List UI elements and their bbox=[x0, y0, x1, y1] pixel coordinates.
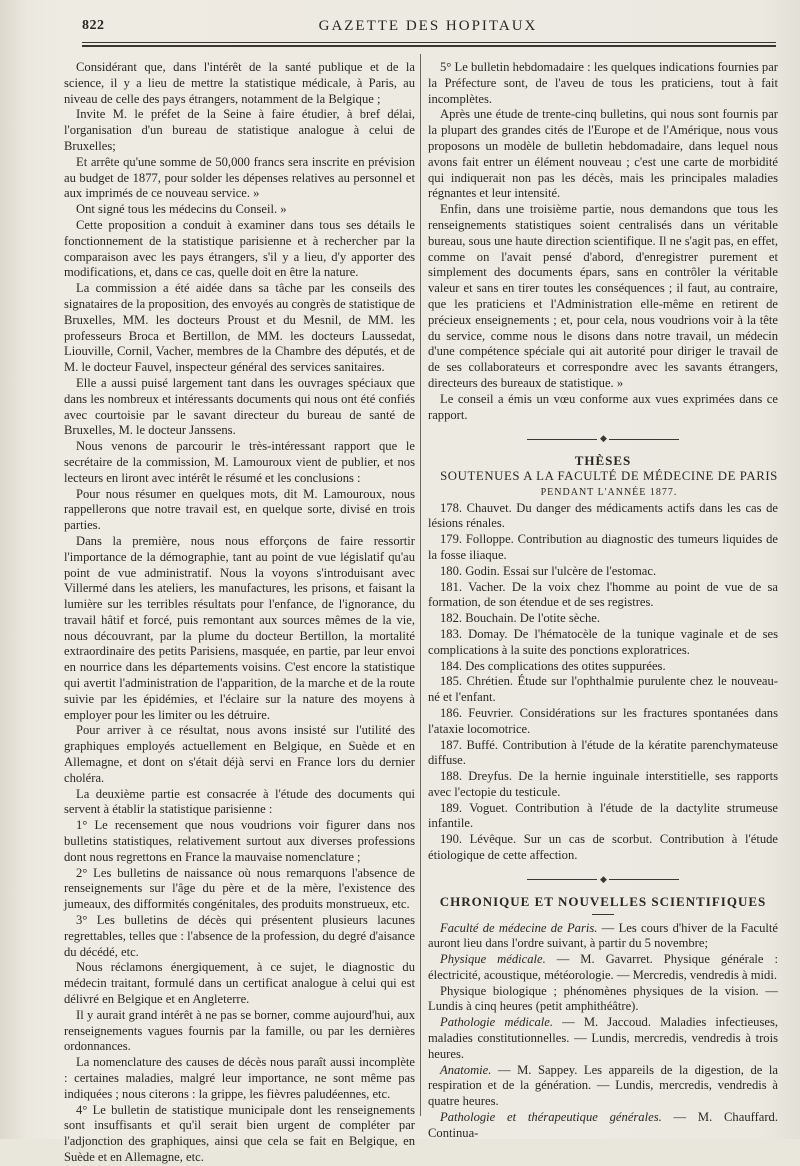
paragraph: 2° Les bulletins de naissance où nous remarquons l'absence de renseignements sur l'âge du père et de la mère, l'existence des jumeaux, des difformités congénitales, des produits monstrueux, etc. bbox=[64, 865, 415, 912]
thesis-item: 178. Chauvet. Du danger des médicaments actifs dans les cas de lésions rénales. bbox=[428, 500, 778, 531]
entry-text: — M. Gavarret. Physique générale : électricité, acoustique, météorologie. — Mercredis, vendredis à midi. bbox=[428, 952, 778, 982]
thesis-item: 186. Feuvrier. Considérations sur les fractures spontanées dans l'ataxie locomotrice. bbox=[428, 705, 778, 736]
entry-text: — Les cours d'hiver de la Faculté auront lieu dans l'ordre suivant, à partir du 5 novembre; bbox=[428, 920, 778, 951]
entry-lead: Physique médicale. bbox=[440, 952, 546, 967]
paragraph: Elle a aussi puisé largement tant dans les ouvrages spéciaux que dans les nombreux et intéressants documents qui nous ont été confiés avec courtoisie par le savant directeur du bureau de santé de Bruxelles, M. le docteur Janssens. bbox=[64, 375, 415, 438]
thesis-item: 183. Domay. De l'hématocèle de la tunique vaginale et de ses complications à la suite des ponctions exploratrices. bbox=[428, 626, 778, 657]
paragraph: Invite M. le préfet de la Seine à faire étudier, à bref délai, l'organisation d'un bureau de statistique analogue à celui de Bruxelles; bbox=[64, 107, 415, 153]
entry-text: — M. Sappey. Les appareils de la digestion, de la respiration et de la génération. — Lundis, mercredis, vendredis à quatre heures. bbox=[428, 1062, 778, 1109]
entry-lead: Anatomie. bbox=[440, 1062, 492, 1077]
entry-text: — M. Jaccoud. Maladies infectieuses, maladies constitutionnelles. — Lundis, mercredis, vendredis à trois heures. bbox=[428, 1015, 778, 1061]
thesis-item: 179. Folloppe. Contribution au diagnostic des tumeurs liquides de la fosse iliaque. bbox=[428, 532, 778, 562]
chronique-entry bbox=[428, 952, 778, 984]
paragraph: 5° Le bulletin hebdomadaire : les quelques indications fournies par la Préfecture sont, de l'aveu de tous les praticiens, tout à fait incomplètes. bbox=[428, 60, 778, 106]
paragraph: La deuxième partie est consacrée à l'étude des documents qui servent à établir la statistique parisienne : bbox=[64, 786, 415, 817]
paragraph: Le conseil a émis un vœu conforme aux vues exprimées dans ce rapport. bbox=[428, 391, 778, 422]
header-rule bbox=[82, 42, 776, 43]
chronique-entry bbox=[428, 921, 778, 953]
thesis-item: 180. Godin. Essai sur l'ulcère de l'estomac. bbox=[440, 563, 657, 578]
entry-lead: Faculté de médecine de Paris. bbox=[440, 920, 598, 935]
entry-lead: Pathologie médicale. bbox=[440, 1015, 553, 1030]
entry-text: — M. Chauffard. Continua- bbox=[428, 1110, 778, 1140]
thesis-item: 181. Vacher. De la voix chez l'homme au point de vue de sa formation, de son étendue et de ses registres. bbox=[428, 579, 778, 610]
thesis-item: 190. Lévêque. Sur un cas de scorbut. Contribution à l'étude étiologique de cette affection. bbox=[428, 832, 778, 863]
entry-text: Physique biologique ; phénomènes physiques de la vision. — Lundis à cinq heures (petit amphithéâtre). bbox=[428, 983, 778, 1014]
header-rule-thick bbox=[82, 45, 776, 47]
paragraph: Cette proposition a conduit à examiner dans tous ses détails le fonctionnement de la statistique parisienne et à rechercher par la comparaison avec les pays étrangers, s'il y a lieu, d'y apporter des modifications, et, dans ce cas, quelle doit en être la nature. bbox=[64, 217, 415, 280]
chronique-entry bbox=[428, 1110, 778, 1142]
paragraph: Pour arriver à ce résultat, nous avons insisté sur l'utilité des graphiques employés actuellement en Belgique, en Suède et en Allemagne, et dont on s'était déjà servi en France lors du dernier choléra. bbox=[64, 723, 415, 785]
theses-subtitle: SOUTENUES A LA FACULTÉ DE MÉDECINE DE PARIS bbox=[440, 468, 778, 483]
page-number: 822 bbox=[82, 18, 105, 33]
right-column bbox=[428, 60, 778, 1142]
thesis-item: 188. Dreyfus. De la hernie inguinale interstitielle, ses rapports avec l'ectopie du testicule. bbox=[428, 769, 778, 799]
paragraph: Et arrête qu'une somme de 50,000 francs sera inscrite en prévision au budget de 1877, pour solder les dépenses relatives au personnel et aux imprimés de ce nouveau service. » bbox=[64, 154, 415, 201]
paragraph: Après une étude de trente-cinq bulletins, qui nous sont fournis par la plupart des grandes cités de l'Europe et de l'Amérique, nous vous proposons un modèle de bulletin hebdomadaire, dans lequel nous avons fait entrer un élément nouveau ; c'est une carte de morbidité qui indiquerait non pas les décès, mais les principales maladies régnantes et leur intensité. bbox=[428, 107, 778, 201]
paragraph: 4° Le bulletin de statistique municipale dont les renseignements sont insuffisants et qu'il serait bien urgent de compléter par l'adjonction des graphiques, ainsi que cela se fait en Belgique, en Suède et en Allemagne, etc. bbox=[64, 1102, 415, 1164]
paragraph: 1° Le recensement que nous voudrions voir figurer dans nos bulletins statistiques, relativement surtout aux diverses professions dont nous regrettons en France la mauvaise nomenclature ; bbox=[64, 818, 415, 864]
paragraph: Nous venons de parcourir le très-intéressant rapport que le secrétaire de la commission, M. Lamouroux vient de publier, et nos lecteurs en liront avec intérêt le résumé et les conclusions : bbox=[64, 439, 415, 485]
paragraph: La nomenclature des causes de décès nous paraît aussi incomplète : certaines maladies, malgré leur importance, ne sont même pas indiquées ; nous citerons : la grippe, les fièvres paludéennes, etc. bbox=[64, 1055, 415, 1101]
chronique-entry bbox=[428, 984, 778, 1016]
chronique-title: CHRONIQUE ET NOUVELLES SCIENTIFIQUES bbox=[439, 893, 767, 909]
paragraph: 3° Les bulletins de décès qui présentent plusieurs lacunes regrettables, telles que : l'absence de la profession, du degré d'aisance du décédé, etc. bbox=[64, 913, 415, 959]
paragraph: Enfin, dans une troisième partie, nous demandons que tous les renseignements statistiques soient centralisés dans un véritable bureau, sous une haute direction scientifique. Il ne s'agit pas, en effet, comme on l'avait pensé d'abord, d'enregistrer purement et simplement des documents épars, sans en contrôler la véritable valeur et sans en tirer toutes les conséquences ; il faut, au contraire, que les praticiens et l'Administration elle-même en retirent de précieux enseignements ; et, pour cela, nous voudrions voir à la tête du service, comme nous le disons dans notre travail, un médecin d'une compétence spéciale qui ait autorité pour diriger le travail de de ses collaborateurs et correspondre avec les savants étrangers, directeurs des bureaux de statistique. » bbox=[428, 202, 778, 390]
thesis-item: 189. Voguet. Contribution à l'étude de la dactylite strumeuse infantile. bbox=[428, 800, 778, 831]
paragraph: Ont signé tous les médecins du Conseil. » bbox=[76, 202, 287, 217]
paragraph: Dans la première, nous nous efforçons de faire ressortir l'importance de la démographie, tant au point de vue législatif qu'au point de vue administratif. Nous la voyons s'introduisant avec Villermé dans les ateliers, les manufactures, les prisons, et faisant la lumière sur les terribles résultats pour l'enfance, de l'ignorance, du travail hâtif et forcé, puis remontant aux sources mêmes de la vie, nous découvrant, par la plume du docteur Bertillon, la mortalité extraordinaire des petits Parisiens, masquée, en partie, par leur envoi en nourrice dans les départements voisins. C'est encore la statistique qui avertit l'administration de l'apparition, de la marche et de la route suivie par les épidémies, et l'éclaire sur la nature des moyens à employer pour les limiter ou les détruire. bbox=[64, 533, 415, 722]
left-column bbox=[64, 60, 415, 1166]
title-underline bbox=[592, 914, 614, 915]
theses-period: PENDANT L'ANNÉE 1877. bbox=[540, 486, 678, 498]
journal-title: GAZETTE DES HOPITAUX bbox=[318, 18, 538, 34]
thesis-item: 182. Bouchain. De l'otite sèche. bbox=[440, 611, 600, 626]
thesis-item: 187. Buffé. Contribution à l'étude de la kératite parenchymateuse diffuse. bbox=[428, 737, 778, 768]
section-ornament: ◆ bbox=[428, 431, 778, 447]
theses-title: THÈSES bbox=[574, 453, 632, 469]
chronique-entry bbox=[428, 1015, 778, 1062]
paragraph: La commission a été aidée dans sa tâche par les conseils des signataires de la proposition, des envoyés au congrès de statistique de Bruxelles, MM. les docteurs Proust et du Mesnil, de MM. les professeurs Broca et Bertillon, de MM. les docteurs Laussedat, Liouville, Cornil, Vacher, membres de la Chambre des députés, et de M. le docteur Fauvel, inspecteur général des services sanitaires. bbox=[64, 281, 415, 375]
section-ornament: ◆ bbox=[428, 872, 778, 888]
thesis-item: 185. Chrétien. Étude sur l'ophthalmie purulente chez le nouveau-né et l'enfant. bbox=[428, 674, 778, 705]
column-divider bbox=[420, 54, 421, 1116]
paragraph: Nous réclamons énergiquement, à ce sujet, le diagnostic du médecin traitant, formulé dans un certificat analogue à celui qui est délivré en Belgique et en Angleterre. bbox=[64, 960, 415, 1007]
thesis-item: 184. Des complications des otites suppurées. bbox=[440, 658, 666, 673]
paragraph: Il y aurait grand intérêt à ne pas se borner, comme aujourd'hui, aux renseignements vagues fournis par la famille, ou par les dernières ordonnances. bbox=[64, 1007, 415, 1054]
paragraph: Considérant que, dans l'intérêt de la santé publique et de la science, il y a lieu de mettre la statistique médicale, à Paris, au niveau de celle des pays étrangers, notamment de la Belgique ; bbox=[64, 60, 415, 106]
chronique-entry bbox=[428, 1063, 778, 1110]
entry-lead: Pathologie et thérapeutique générales. bbox=[440, 1110, 662, 1125]
page-header bbox=[82, 14, 774, 40]
paragraph: Pour nous résumer en quelques mots, dit M. Lamouroux, nous rappellerons que notre travail est, en quelque sorte, divisé en trois parties. bbox=[64, 486, 415, 533]
